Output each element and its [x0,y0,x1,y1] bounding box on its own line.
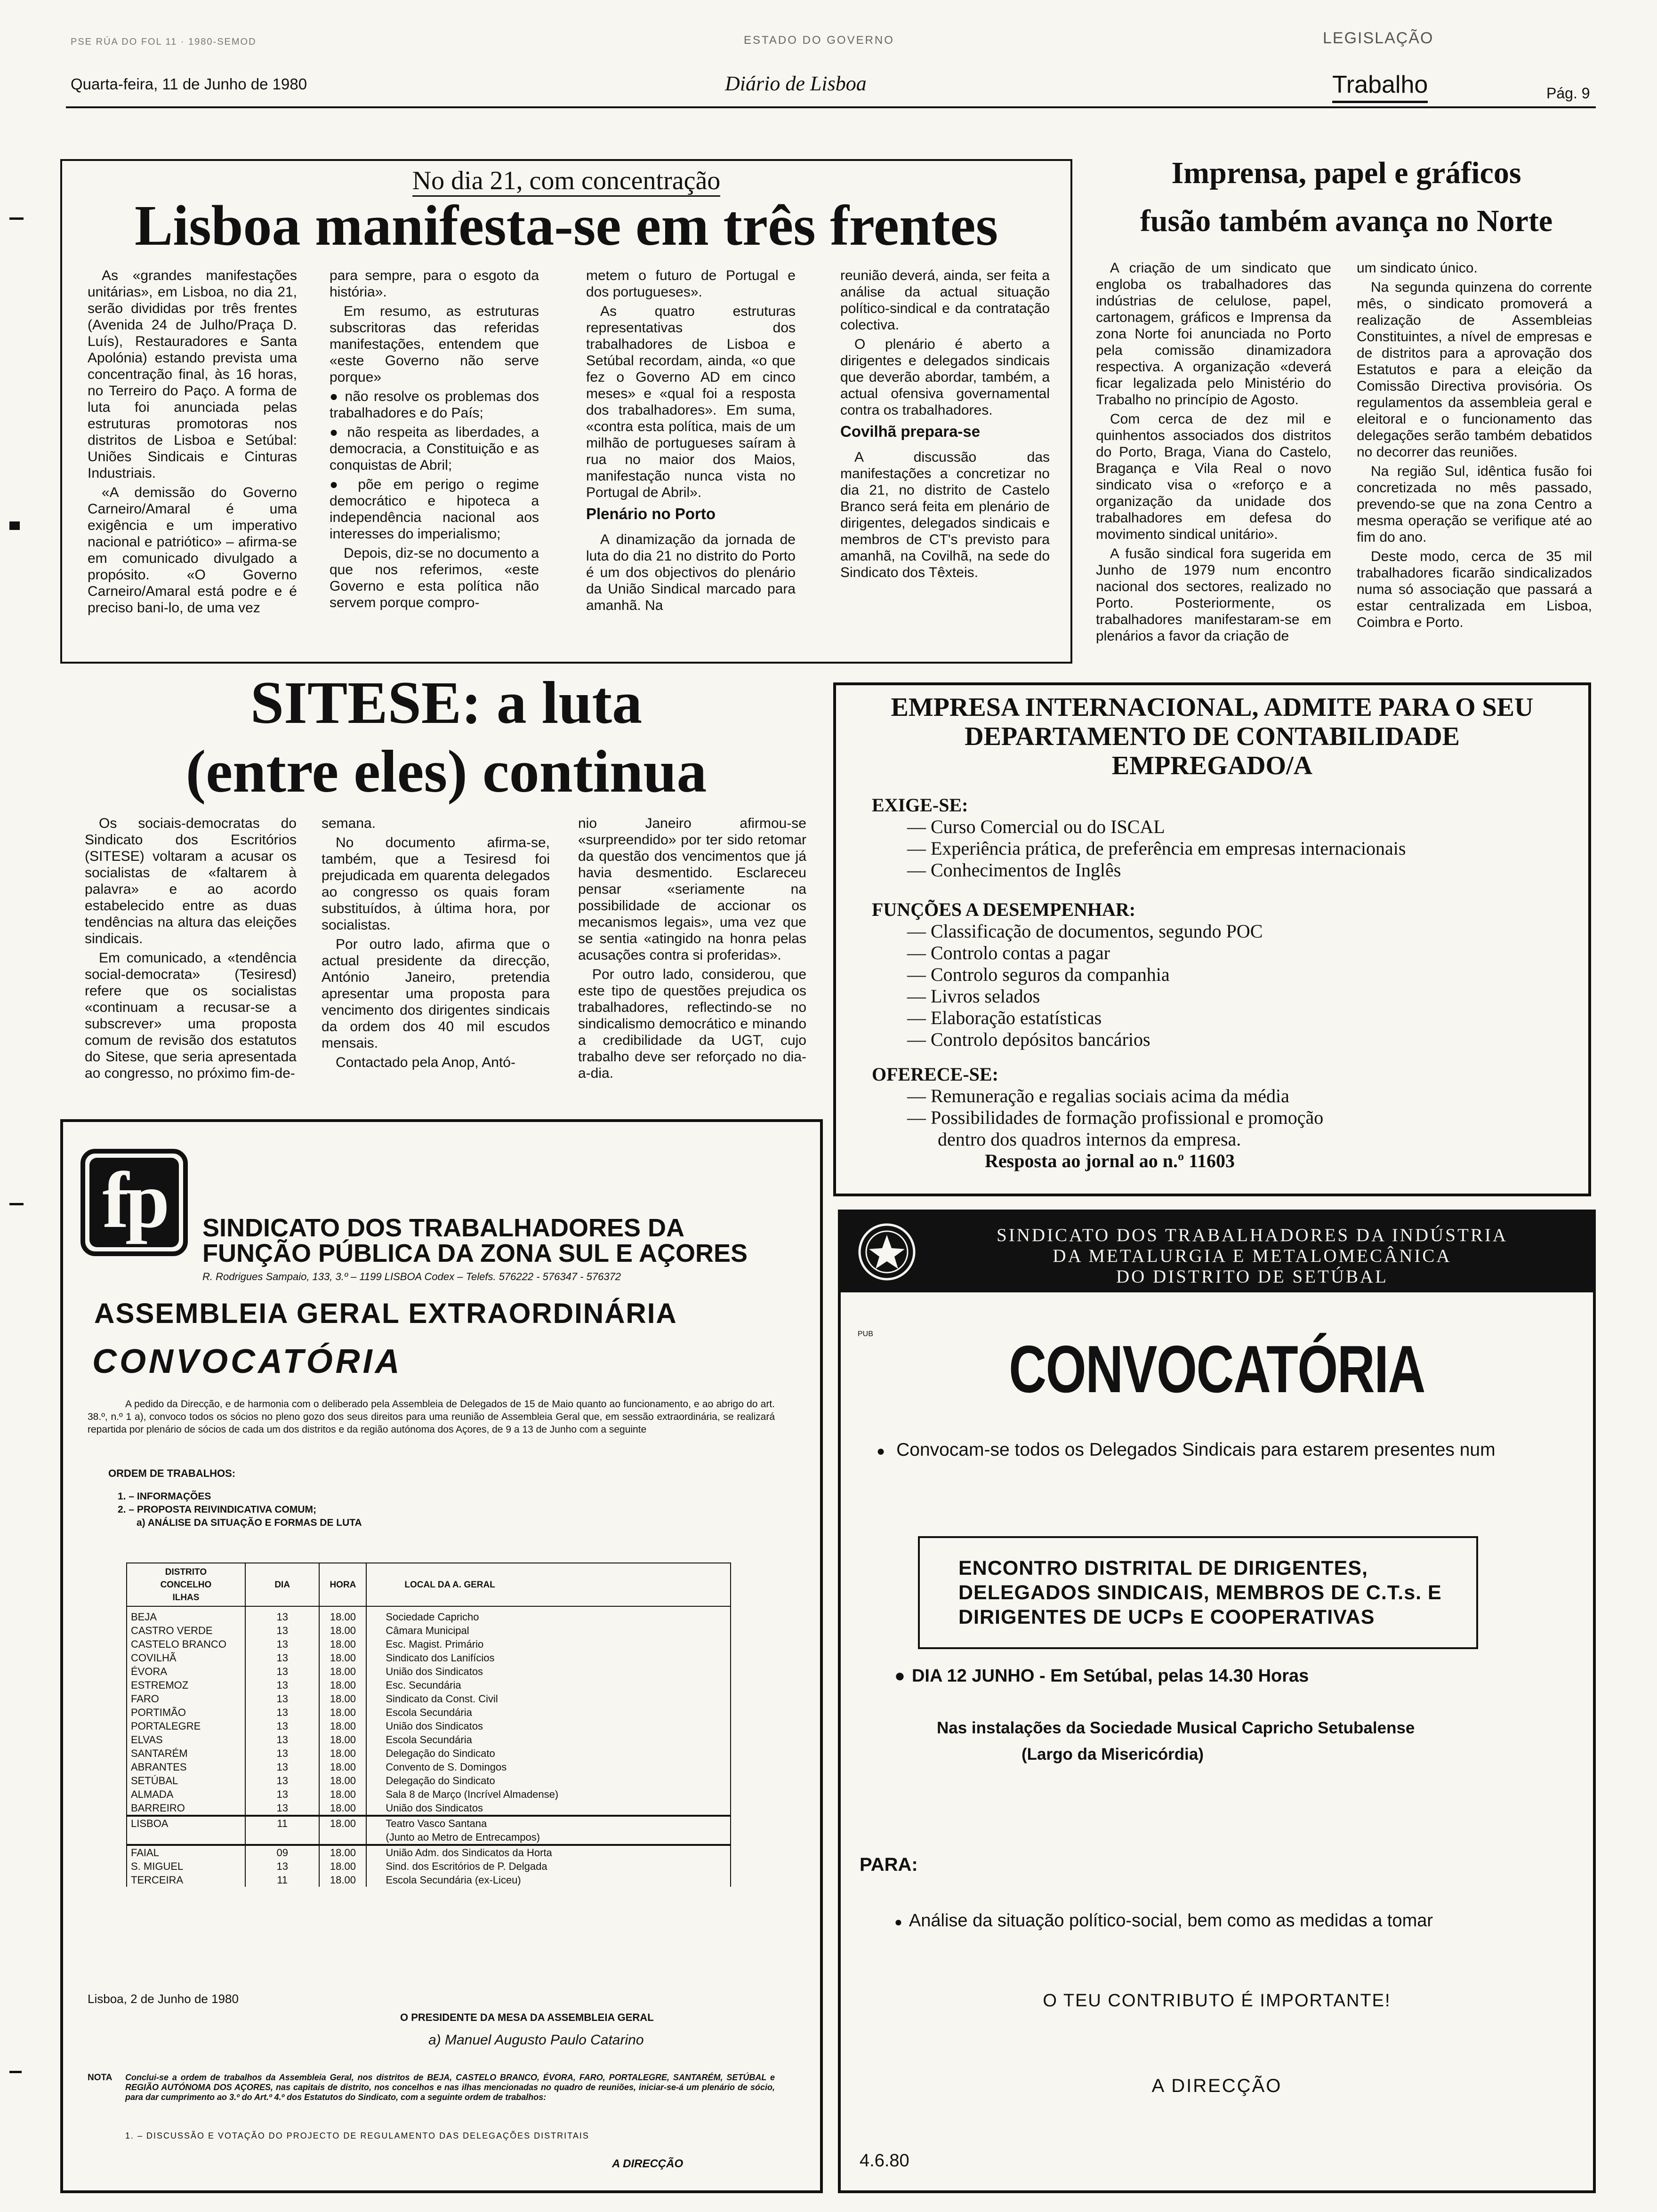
day-cell: 13 [245,1651,320,1665]
fp-ordem-label: ORDEM DE TRABALHOS: [108,1467,236,1479]
duty-item: — Controlo contas a pagar [907,942,1110,963]
venue-cell: Delegação do Sindicato [366,1774,731,1787]
union-emblem-icon [857,1222,917,1282]
table-row [127,1787,731,1801]
day-cell: 09 [245,1845,320,1859]
metal-para-label: PARA: [860,1854,918,1875]
venue-cell: Convento de S. Domingos [366,1760,731,1774]
venue-cell: Escola Secundária (ex-Liceu) [366,1873,731,1887]
encontro-text: ENCONTRO DISTRITAL DE DIRIGENTES, DELEGADOS SINDICAIS, MEMBROS DE C.T.s. E DIRIGENTES DE UCPs E COOPERATIVAS [958,1557,1442,1628]
paragraph: Os sociais-democratas do Sindicato dos Escritórios (SITESE) voltaram a acusar os socialistas de «faltarem à palavra» e ao acordo estabelecido entre as duas tendências na altura das eleições sindicais. [85,816,297,946]
duty-item: — Livros selados [907,986,1040,1007]
paragraph: Deste modo, cerca de 35 mil trabalhadores ficarão sindicalizados numa só associação que passará a estar centralizada em Lisboa, Coimbra e Porto. [1357,549,1592,630]
day-cell: 13 [245,1774,320,1787]
fp-place-date: Lisboa, 2 de Junho de 1980 [88,1992,239,2006]
table-row [127,1859,731,1873]
venue-cell: Sind. dos Escritórios de P. Delgada [366,1859,731,1873]
column-header: DIA [245,1563,320,1606]
table-row [127,1606,731,1624]
header-rule [66,106,1596,108]
column-header: HORA [319,1563,366,1606]
margin-mark [9,2071,22,2073]
table-row [127,1624,731,1637]
offer-item: dentro dos quadros internos da empresa. [938,1129,1241,1150]
district-cell: ELVAS [127,1733,245,1747]
paragraph: Em resumo, as estruturas subscritoras das referidas manifestações, entendem que «este Governo não serve porque» [330,304,539,385]
metal-org-line-1: SINDICATO DOS TRABALHADORES DA INDÚSTRIA [997,1225,1508,1245]
reply-reference: Resposta ao jornal ao n.º 11603 [985,1150,1235,1171]
time-cell: 18.00 [319,1706,366,1719]
paragraph: Por outro lado, afirma que o actual presidente da direcção, António Janeiro, pretendia apresentar uma proposta para vencimento dos dirigentes sindicais da ordem dos 40 mil escudos mensais. [322,937,550,1051]
table-row [127,1692,731,1706]
masthead-faint-right: LEGISLAÇÃO [1323,29,1434,47]
sitese-column-2 [322,815,550,1074]
offer-item: — Possibilidades de formação profissional e promoção [907,1107,1324,1128]
day-cell [245,1830,320,1845]
fp-schedule-table [126,1563,731,1887]
venue-cell: Sociedade Capricho [366,1606,731,1624]
time-cell: 18.00 [319,1845,366,1859]
table-row [127,1774,731,1787]
page-number: Pág. 9 [1546,85,1590,102]
venue-cell: Delegação do Sindicato [366,1747,731,1760]
venue-cell: Câmara Municipal [366,1624,731,1637]
paragraph: reunião deverá, ainda, ser feita a análise da actual situação político-sindical e da contratação colectiva. [840,268,1050,333]
fp-org-name-1: SINDICATO DOS TRABALHADORES DA [202,1214,685,1242]
venue-cell: Escola Secundária [366,1733,731,1747]
district-cell: LISBOA [127,1816,245,1830]
time-cell [319,1830,366,1845]
metal-venue-1: Nas instalações da Sociedade Musical Capricho Setubalense [937,1719,1415,1737]
paragraph: um sindicato único. [1357,260,1478,276]
day-cell: 13 [245,1706,320,1719]
fp-presidente: O PRESIDENTE DA MESA DA ASSEMBLEIA GERAL [400,2012,654,2023]
time-cell: 18.00 [319,1651,366,1665]
fp-intro-text: A pedido da Direcção, e de harmonia com o deliberado pela Assembleia de Delegados de 15 de Maio quanto ao funcionamento, e ao abrigo do art. 38.º, n.º 1 a), convoco todos os sócios no pleno gozo dos seus direitos para uma reunião de Assembleia Geral que, em sessão extraordinária, se realizará repartida por plenário de sócios de cada um dos distritos e da região autónoma dos Açores, de 9 a 13 de Junho com a seguinte [88,1399,775,1435]
oferece-label: OFERECE-SE: [872,1064,998,1085]
paragraph: A dinamização da jornada de luta do dia 21 no distrito do Porto é um dos objectivos do plenário da União Sindical marcado para amanhã. Na [586,532,796,613]
paragraph: O plenário é aberto a dirigentes e delegados sindicais que deverão abordar, também, a actual ofensiva governamental contra os trabalhadores. [840,337,1050,418]
paragraph: Em comunicado, a «tendência social-democrata» (Tesiresd) refere que os socialistas «continuam a recusar-se a subscrever» uma proposta comum de revisão dos estatutos do Sitese, que seria apresentada ao congresso, no próximo fim-de- [85,950,297,1081]
venue-cell: União dos Sindicatos [366,1665,731,1678]
section-name: Trabalho [1332,71,1428,103]
duty-item: — Classificação de documentos, segundo POC [907,921,1263,942]
district-cell: FARO [127,1692,245,1706]
fp-nota-label: NOTA [88,2073,113,2083]
column-header: LOCAL DA A. GERAL [366,1563,731,1606]
metal-direccao: A DIRECÇÃO [1151,2076,1282,2096]
fp-nota-text: Conclui-se a ordem de trabalhos da Assembleia Geral, nos distritos de BEJA, CASTELO BRANCO, ÉVORA, FARO, PORTALEGRE, SANTARÉM, SETÚBAL e REGIÃO AUTÓNOMA DOS AÇORES, nas capitais de distrito, nos concelhos e nas ilhas mencionadas no quadro de reuniões, iniciar-se-á um plenário de sócio, para dar cumprimento ao 3.º do Art.º 4.º dos Estatutos do Sindicato, com a seguinte ordem de trabalhos: [125,2073,775,2102]
pub-label: PUB [858,1330,873,1338]
metal-contributo: O TEU CONTRIBUTO É IMPORTANTE! [1043,1991,1391,2011]
fp-nota-item: 1. – DISCUSSÃO E VOTAÇÃO DO PROJECTO DE REGULAMENTO DAS DELEGAÇÕES DISTRITAIS [125,2131,589,2140]
table-row [127,1816,731,1830]
requirement-item: — Conhecimentos de Inglês [907,859,1121,881]
imprensa-column-1 [1096,260,1331,647]
metal-org-line-3: DO DISTRITO DE SETÚBAL [1116,1266,1388,1287]
paragraph: Com cerca de dez mil e quinhentos associados dos distritos do Porto, Braga, Viana do Castelo, Bragança e Vila Real o novo sindicato visa o «reforço e a organização da unidade dos trabalhadores em defesa do movimento sindical unitário». [1096,411,1331,542]
table-row [127,1678,731,1692]
duty-item: — Elaboração estatísticas [907,1007,1102,1028]
day-cell: 13 [245,1733,320,1747]
venue-cell: Esc. Magist. Primário [366,1637,731,1651]
fp-direccao: A DIRECÇÃO [612,2157,684,2170]
district-cell: CASTELO BRANCO [127,1637,245,1651]
table-row [127,1706,731,1719]
requirement-item: — Experiência prática, de preferência em empresas internacionais [907,838,1406,859]
table-row [127,1845,731,1859]
day-cell: 13 [245,1747,320,1760]
time-cell: 18.00 [319,1859,366,1873]
time-cell: 18.00 [319,1692,366,1706]
duty-item: — Controlo depósitos bancários [907,1029,1150,1050]
metal-convocatoria-title: CONVOCATÓRIA [1009,1332,1425,1407]
offer-item: — Remuneração e regalias sociais acima da média [907,1085,1289,1106]
table-row [127,1651,731,1665]
district-cell: ABRANTES [127,1760,245,1774]
time-cell: 18.00 [319,1637,366,1651]
fp-item-2a: a) ANÁLISE DA SITUAÇÃO E FORMAS DE LUTA [137,1517,362,1528]
district-cell: S. MIGUEL [127,1859,245,1873]
district-cell: CASTRO VERDE [127,1624,245,1637]
subheading-covilha: Covilhã prepara-se [840,423,981,440]
day-cell: 13 [245,1637,320,1651]
empresa-exige-section [872,794,1569,881]
fp-item-1: 1. – INFORMAÇÕES [118,1491,211,1502]
bullet-paragraph: ● põe em perigo o regime democrático e hipoteca a independência nacional aos interesses do imperialismo; [330,477,539,542]
day-cell: 13 [245,1801,320,1816]
metal-bullet-2: ● Análise da situação político-social, bem como as medidas a tomar [894,1911,1433,1931]
empresa-funcoes-section [872,899,1569,1050]
district-cell: SANTARÉM [127,1747,245,1760]
subheading-plenario-porto: Plenário no Porto [586,505,716,522]
fp-address: R. Rodrigues Sampaio, 133, 3.º – 1199 LISBOA Codex – Telefs. 576222 - 576347 - 576372 [202,1271,621,1282]
column-header: DISTRITO CONCELHO ILHAS [127,1563,245,1606]
fp-convocatoria-title: CONVOCATÓRIA [92,1343,402,1380]
margin-mark [9,217,24,220]
district-cell: TERCEIRA [127,1873,245,1887]
venue-cell: Escola Secundária [366,1706,731,1719]
sitese-column-1 [85,815,297,1084]
table-row [127,1719,731,1733]
metal-venue-2: (Largo da Misericórdia) [1022,1745,1204,1763]
time-cell: 18.00 [319,1606,366,1624]
time-cell: 18.00 [319,1733,366,1747]
paragraph: As quatro estruturas representativas dos trabalhadores de Lisboa e Setúbal recordam, ainda, «o que fez o Governo AD em cinco meses» e «qual foi a resposta dos trabalhadores». Em suma, «contra esta política, mais de um milhão de portugueses saíram à rua no maior dos Maios, manifestação nunca vista no Portugal de Abril». [586,304,796,500]
day-cell: 13 [245,1665,320,1678]
masthead-faint-center: ESTADO DO GOVERNO [744,34,894,47]
day-cell: 13 [245,1624,320,1637]
day-cell: 13 [245,1760,320,1774]
metal-bullet-1: ● Convocam-se todos os Delegados Sindicais para estarem presentes num [877,1440,1496,1460]
metal-org-line-2: DA METALURGIA E METALOMECÂNICA [1053,1246,1452,1266]
district-cell: PORTIMÃO [127,1706,245,1719]
district-cell: COVILHÃ [127,1651,245,1665]
time-cell: 18.00 [319,1719,366,1733]
table-row [127,1760,731,1774]
fp-signature: a) Manuel Augusto Paulo Catarino [428,2032,644,2048]
newspaper-name: Diário de Lisboa [725,72,867,95]
venue-cell: Sindicato dos Lanifícios [366,1651,731,1665]
day-cell: 13 [245,1787,320,1801]
sitese-title-line-2: (entre eles) continua [185,738,707,805]
venue-cell: Teatro Vasco Santana [366,1816,731,1830]
district-cell: FAIAL [127,1845,245,1859]
lisboa-column-2 [330,267,539,614]
paragraph: A fusão sindical fora sugerida em Junho de 1979 num encontro nacional dos sectores, realizado no Porto. Posteriormente, os trabalhadores manifestaram-se em plenários a favor da criação de [1096,546,1331,644]
fp-assembleia-title: ASSEMBLEIA GERAL EXTRAORDINÁRIA [94,1298,677,1329]
paragraph: Por outro lado, considerou, que este tipo de questões prejudica os trabalhadores, reflectindo-se no sindicalismo democrático e minando a credibilidade da UGT, cujo trabalho deve ser reforçado no dia-a-dia. [578,967,806,1081]
fp-org-name-2: FUNÇÃO PÚBLICA DA ZONA SUL E AÇORES [202,1239,748,1267]
fp-item-2: 2. – PROPOSTA REIVINDICATIVA COMUM; [118,1504,316,1515]
table-row [127,1637,731,1651]
lisboa-column-3 [586,267,796,617]
lisboa-headline: Lisboa manifesta-se em três frentes [134,194,998,257]
district-cell: BARREIRO [127,1801,245,1816]
paragraph: metem o futuro de Portugal e dos portugueses». [586,268,796,300]
imprensa-title-line-2: fusão também avança no Norte [1140,204,1553,238]
bullet-paragraph: ● não respeita as liberdades, a democracia, a Constituição e as conquistas de Abril; [330,425,539,473]
requirement-item: — Curso Comercial ou do ISCAL [907,816,1165,837]
masthead-faint-left: PSE RÚA DO FOL 11 · 1980-SEMOD [71,37,257,47]
metal-date: 4.6.80 [860,2151,909,2171]
lisboa-column-1 [88,267,297,619]
margin-mark [9,521,20,530]
paragraph: «A demissão do Governo Carneiro/Amaral é uma exigência e um imperativo nacional e patriótico» – afirma-se em comunicado divulgado a propósito. «O Governo Carneiro/Amaral está podre e é preciso bani-lo, de uma vez [88,485,297,616]
paragraph: As «grandes manifestações unitárias», em Lisboa, no dia 21, serão divididas por três frentes (Avenida 24 de Julho/Praça D. Luís), Restauradores e Santa Apolónia) estando prevista uma concentração final, às 16 horas, no Terreiro do Paço. A forma de luta foi anunciada pelas estruturas promotoras nos distritos de Lisboa e Setúbal: Uniões Sindicais e Cinturas Industriais. [88,268,297,481]
day-cell: 13 [245,1606,320,1624]
duty-item: — Controlo seguros da companhia [907,964,1170,985]
imprensa-column-2 [1357,260,1592,633]
time-cell: 18.00 [319,1747,366,1760]
sitese-column-3 [578,815,806,1084]
time-cell: 18.00 [319,1816,366,1830]
empresa-ad-title: EMPRESA INTERNACIONAL, ADMITE PARA O SEU DEPARTAMENTO DE CONTABILIDADE EMPREGADO/A [891,693,1534,780]
paragraph: Contactado pela Anop, Antó- [336,1055,515,1070]
table-row [127,1747,731,1760]
time-cell: 18.00 [319,1665,366,1678]
table-row [127,1873,731,1887]
day-cell: 11 [245,1873,320,1887]
paragraph: semana. [322,816,376,831]
issue-date: Quarta-feira, 11 de Junho de 1980 [71,75,307,93]
time-cell: 18.00 [319,1678,366,1692]
district-cell: BEJA [127,1606,245,1624]
exige-label: EXIGE-SE: [872,794,968,816]
metal-date-line: ● DIA 12 JUNHO - Em Setúbal, pelas 14.30 Horas [894,1666,1309,1686]
venue-cell: União Adm. dos Sindicatos da Horta [366,1845,731,1859]
paragraph: Na região Sul, idêntica fusão foi concretizada no mês passado, prevendo-se que na zona Centro a mesma operação se verifique até ao fim do ano. [1357,464,1592,545]
time-cell: 18.00 [319,1624,366,1637]
lisboa-kicker: No dia 21, com concentração [60,166,1072,196]
time-cell: 18.00 [319,1760,366,1774]
day-cell: 13 [245,1719,320,1733]
time-cell: 18.00 [319,1787,366,1801]
time-cell: 18.00 [319,1873,366,1887]
time-cell: 18.00 [319,1801,366,1816]
venue-cell: União dos Sindicatos [366,1801,731,1816]
fp-schedule-table-wrap [126,1563,731,1887]
day-cell: 13 [245,1678,320,1692]
table-row [127,1733,731,1747]
venue-cell: (Junto ao Metro de Entrecampos) [366,1830,731,1845]
venue-cell: Esc. Secundária [366,1678,731,1692]
venue-cell: Sala 8 de Março (Incrível Almadense) [366,1787,731,1801]
table-row [127,1801,731,1816]
paragraph: nio Janeiro afirmou-se «surpreendido» por ter sido retomar da questão dos vencimentos que já havia desmentido. Esclareceu pensar «seriamente na possibilidade de accionar os mecanismos legais», uma vez que se sentia «atingido na honra pelas acusações contra si proferidas». [578,816,806,963]
paragraph: No documento afirma-se, também, que a Tesiresd foi prejudicada em quarenta delegados ao congresso os quais foram substituídos, à última hora, por socialistas. [322,835,550,933]
table-row [127,1665,731,1678]
paragraph: Na segunda quinzena do corrente mês, o sindicato promoverá a realização de Assembleias Constituintes, a nível de empresas e de distritos para a aprovação dos Estatutos e para a eleição da Comissão Directiva provisória. Os regulamentos da assembleia geral e eleitoral e o funcionamento das delegações serão também debatidos no decorrer das reuniões. [1357,280,1592,460]
bullet-paragraph: ● não resolve os problemas dos trabalhadores e do País; [330,389,539,421]
funcoes-label: FUNÇÕES A DESEMPENHAR: [872,899,1136,920]
paragraph: para sempre, para o esgoto da história». [330,268,539,300]
district-cell: SETÚBAL [127,1774,245,1787]
empresa-oferece-section [872,1064,1569,1172]
metal-emblem [857,1222,917,1282]
district-cell [127,1830,245,1845]
day-cell: 11 [245,1816,320,1830]
table-header-row [127,1563,731,1606]
district-cell: ESTREMOZ [127,1678,245,1692]
venue-cell: Sindicato da Const. Civil [366,1692,731,1706]
table-row [127,1830,731,1845]
district-cell: PORTALEGRE [127,1719,245,1733]
district-cell: ALMADA [127,1787,245,1801]
paragraph: A discussão das manifestações a concretizar no dia 21, no distrito de Castelo Branco será feita em plenário de dirigentes, delegados sindicais e membros de CT's previsto para amanhã, na Covilhã, na sede do Sindicato dos Têxteis. [840,449,1050,580]
fp-logo-text: fp [102,1156,166,1244]
imprensa-title-line-1: Imprensa, papel e gráficos [1171,156,1521,190]
margin-mark [9,1203,24,1205]
time-cell: 18.00 [319,1774,366,1787]
paragraph: Depois, diz-se no documento a que nos referimos, «este Governo e esta política não servem porque compro- [330,545,539,610]
fp-logo [80,1148,188,1257]
paragraph: A criação de um sindicato que engloba os trabalhadores das indústrias de celulose, papel, cartonagem, gráficos e Imprensa da zona Norte foi anunciada no Porto pela comissão dinamizadora respectiva. A organização «deverá ficar legalizada pelo Ministério do Trabalho no princípio de Agosto. [1096,260,1331,408]
venue-cell: União dos Sindicatos [366,1719,731,1733]
sitese-title-line-1: SITESE: a luta [250,669,643,736]
district-cell: ÉVORA [127,1665,245,1678]
lisboa-column-4 [840,267,1050,584]
day-cell: 13 [245,1859,320,1873]
day-cell: 13 [245,1692,320,1706]
